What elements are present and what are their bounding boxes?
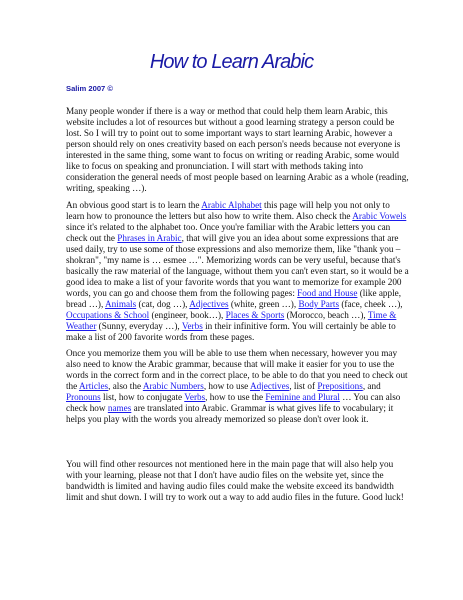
paragraph-text: , how to use — [203, 381, 251, 391]
link-occupations-school[interactable]: Occupations & School — [66, 310, 150, 320]
paragraph-text: , and — [362, 381, 381, 391]
link-verbs[interactable]: Verbs — [181, 321, 203, 331]
paragraph-text: Once you memorize them you will be able to use them when necessary, however you may also need to know the Arabic grammar, because that will make it easier for you to use the words in the correct form and in the correct place, to be able to do that you need to check out the — [66, 348, 408, 391]
paragraph-text: (engineer, book…), — [149, 310, 226, 320]
paragraph-text: are translated into Arabic. Grammar is what gives life to vocabulary; it helps you play with the words you already memorized so please don't over look it. — [66, 403, 394, 424]
paragraph-text: (face, cheek …), — [339, 299, 403, 309]
link-articles[interactable]: Articles — [79, 381, 109, 391]
author-line: Salim 2007 © — [66, 84, 113, 93]
paragraph-vocabulary — [66, 200, 410, 343]
link-arabic-numbers[interactable]: Arabic Numbers — [142, 381, 204, 391]
paragraph-text: , also the — [108, 381, 143, 391]
link-animals[interactable]: Animals — [105, 299, 137, 309]
paragraph-text: (Sunny, everyday …), — [96, 321, 182, 331]
link-time-weather[interactable]: Time & Weather — [66, 310, 397, 331]
paragraph-text: … You can also check how — [66, 392, 401, 413]
paragraph-text: in their infinitive form. You will certainly be able to make a list of 200 favorite words from these pages. — [66, 321, 396, 342]
paragraph-text: Many people wonder if there is a way or method that could help them learn Arabic, this website includes a lot of resources but without a good learning strategy a person could be lost. So I will try to point out to some important ways to start learning Arabic, however a person should rely on ones creativity based on each person's needs because not everyone is interested in the same thing, some want to focus on writing or reading Arabic, some would like to focus on speaking and pronunciation. I will start with methods taking into consideration the general needs of most people based on learning Arabic as a whole (reading, writing, speaking …). — [66, 106, 409, 193]
paragraph-resources — [66, 459, 410, 503]
link-phrases-in-arabic[interactable]: Phrases in Arabic — [117, 233, 182, 243]
link-feminine-and-plural[interactable]: Feminine and Plural — [265, 392, 340, 402]
document-title: How to Learn Arabic — [149, 51, 314, 73]
link-pronouns[interactable]: Pronouns — [66, 392, 101, 402]
paragraph-text: An obvious good start is to learn the — [66, 200, 202, 210]
link-arabic-alphabet[interactable]: Arabic Alphabet — [201, 200, 262, 210]
paragraph-text: since it's related to the alphabet too. Once you're familiar with the Arabic letters you can check out the — [66, 222, 391, 243]
paragraph-text: , that will give you an idea about some expressions that are used daily, try to use some of those expressions and also memorize them, like "thank you – shokran", "my name is … esmee …". Memorizing words can be very useful, because that's basically the raw material of the language, without them you can't even start, so it would be a good idea to make a list of your favorite words that you want to memorize for example 200 words, you can go and choose them from the following pages: — [66, 233, 409, 298]
link-body-parts[interactable]: Body Parts — [298, 299, 340, 309]
paragraph-text: this page will help you not only to learn how to pronounce the letters but also how to write them. Also check the — [66, 200, 390, 221]
paragraph-grammar — [66, 348, 410, 425]
paragraph-text: (white, green …), — [228, 299, 299, 309]
link-food-and-house[interactable]: Food and House — [297, 288, 358, 298]
paragraph-intro — [66, 106, 410, 194]
paragraph-text: (Morocco, beach …), — [284, 310, 368, 320]
paragraph-text: list, how to conjugate — [100, 392, 185, 402]
paragraph-text: (cat, dog …), — [136, 299, 190, 309]
paragraph-text: You will find other resources not mentioned here in the main page that will also help you with your learning, please not that I don't have audio files on the website yet, since the bandwidth is limited and having audio files could make the website exceed its bandwidth limit and shut down. I will try to work out a way to add audio files in the future. Good luck! — [66, 459, 404, 502]
paragraph-text: , how to use the — [205, 392, 266, 402]
link-arabic-vowels[interactable]: Arabic Vowels — [352, 211, 407, 221]
paragraph-text: (like apple, bread …), — [66, 288, 402, 309]
link-adjectives[interactable]: Adjectives — [189, 299, 229, 309]
link-verbs-2[interactable]: Verbs — [184, 392, 206, 402]
link-prepositions[interactable]: Prepositions — [317, 381, 363, 391]
paragraph-text: , list of — [289, 381, 318, 391]
link-names[interactable]: names — [107, 403, 132, 413]
link-adjectives-2[interactable]: Adjectives — [250, 381, 290, 391]
link-places-sports[interactable]: Places & Sports — [225, 310, 285, 320]
